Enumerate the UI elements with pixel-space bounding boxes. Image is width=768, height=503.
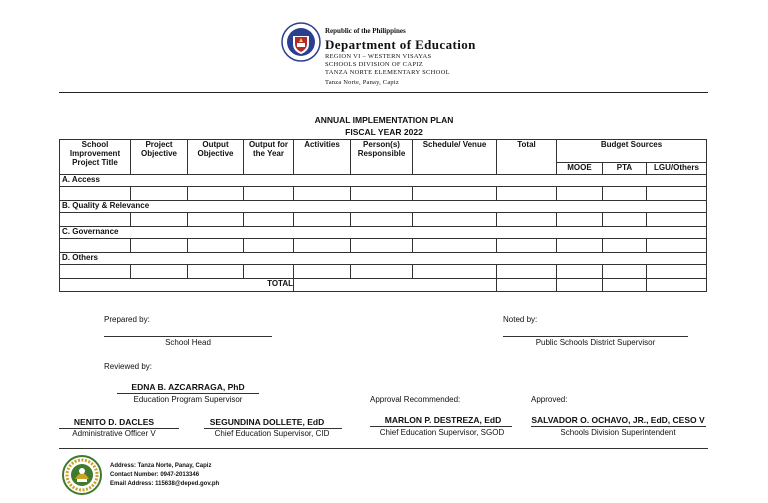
col-lgu: LGU/Others	[647, 163, 707, 175]
region-label: REGION VI – WESTERN VISAYAS	[325, 53, 432, 60]
col-budget-sources: Budget Sources	[557, 140, 707, 163]
section-row	[60, 175, 707, 187]
col-output-objective: Output Objective	[188, 140, 244, 175]
table-row	[60, 213, 707, 227]
col-project-objective: Project Objective	[131, 140, 188, 175]
section-governance: C. Governance	[60, 227, 707, 239]
header-divider	[59, 92, 708, 93]
col-mooe: MOOE	[557, 163, 603, 175]
sgod-name: MARLON P. DESTREZA, EdD	[384, 415, 502, 425]
col-project-title: School Improvement Project Title	[60, 140, 131, 175]
col-persons: Person(s) Responsible	[351, 140, 413, 175]
table-row	[60, 187, 707, 201]
section-access: A. Access	[60, 175, 707, 187]
footer-email: Email Address: 115638@deped.gov.ph	[110, 481, 220, 487]
department-name: Department of Education	[325, 37, 476, 52]
footer-contact: Contact Number: 0947-2013346	[110, 472, 200, 478]
noted-by-label: Noted by:	[503, 315, 538, 324]
deped-seal-icon	[281, 22, 321, 62]
fiscal-year: FISCAL YEAR 2022	[345, 127, 423, 137]
section-row	[60, 201, 707, 213]
reviewed-by-label: Reviewed by:	[104, 362, 153, 371]
col-output-year: Output for the Year	[244, 140, 294, 175]
officer-role: Administrative Officer V	[72, 429, 156, 438]
sgod-role: Chief Education Supervisor, SGOD	[379, 428, 505, 437]
reviewer-role: Education Program Supervisor	[133, 395, 243, 404]
school-address: Tanza Norte, Panay, Capiz	[325, 79, 399, 86]
reviewer-name: EDNA B. AZCARRAGA, PhD	[131, 382, 245, 392]
total-label: TOTAL	[60, 279, 294, 292]
cid-name: SEGUNDINA DOLLETE, EdD	[209, 417, 325, 427]
cid-role: Chief Education Supervisor, CID	[214, 429, 330, 438]
republic-label: Republic of the Philippines	[325, 27, 406, 35]
section-row	[60, 253, 707, 265]
implementation-plan-table	[59, 139, 707, 292]
sds-signature-line	[531, 426, 706, 427]
section-others: D. Others	[60, 253, 707, 265]
school-head-role: School Head	[165, 338, 211, 347]
approval-recommended-label: Approval Recommended:	[370, 395, 461, 404]
division-label: SCHOOLS DIVISION OF CAPIZ	[325, 61, 423, 68]
col-pta: PTA	[603, 163, 647, 175]
sgod-signature-line	[370, 426, 512, 427]
reviewer-signature-line	[117, 393, 259, 394]
table-header-row	[60, 140, 707, 163]
col-schedule: Schedule/ Venue	[413, 140, 497, 175]
col-activities: Activities	[294, 140, 351, 175]
prepared-by-label: Prepared by:	[104, 315, 150, 324]
table-row	[60, 265, 707, 279]
school-head-signature-line	[104, 336, 272, 337]
school-seal-icon	[62, 455, 102, 495]
district-supervisor-role: Public Schools District Supervisor	[535, 338, 656, 347]
sds-role: Schools Division Superintendent	[560, 428, 676, 437]
total-row	[60, 279, 707, 292]
section-row	[60, 227, 707, 239]
officer-name: NENITO D. DACLES	[73, 417, 155, 427]
approved-label: Approved:	[531, 395, 568, 404]
sds-name: SALVADOR O. OCHAVO, JR., EdD, CESO V	[531, 415, 705, 425]
district-supervisor-signature-line	[503, 336, 688, 337]
section-quality: B. Quality & Relevance	[60, 201, 707, 213]
col-total: Total	[497, 140, 557, 175]
document-title: ANNUAL IMPLEMENTATION PLAN	[314, 115, 454, 125]
footer-divider	[59, 448, 708, 449]
table-row	[60, 239, 707, 253]
school-name: TANZA NORTE ELEMENTARY SCHOOL	[325, 69, 450, 76]
footer-address: Address: Tanza Norte, Panay, Capiz	[110, 463, 212, 469]
